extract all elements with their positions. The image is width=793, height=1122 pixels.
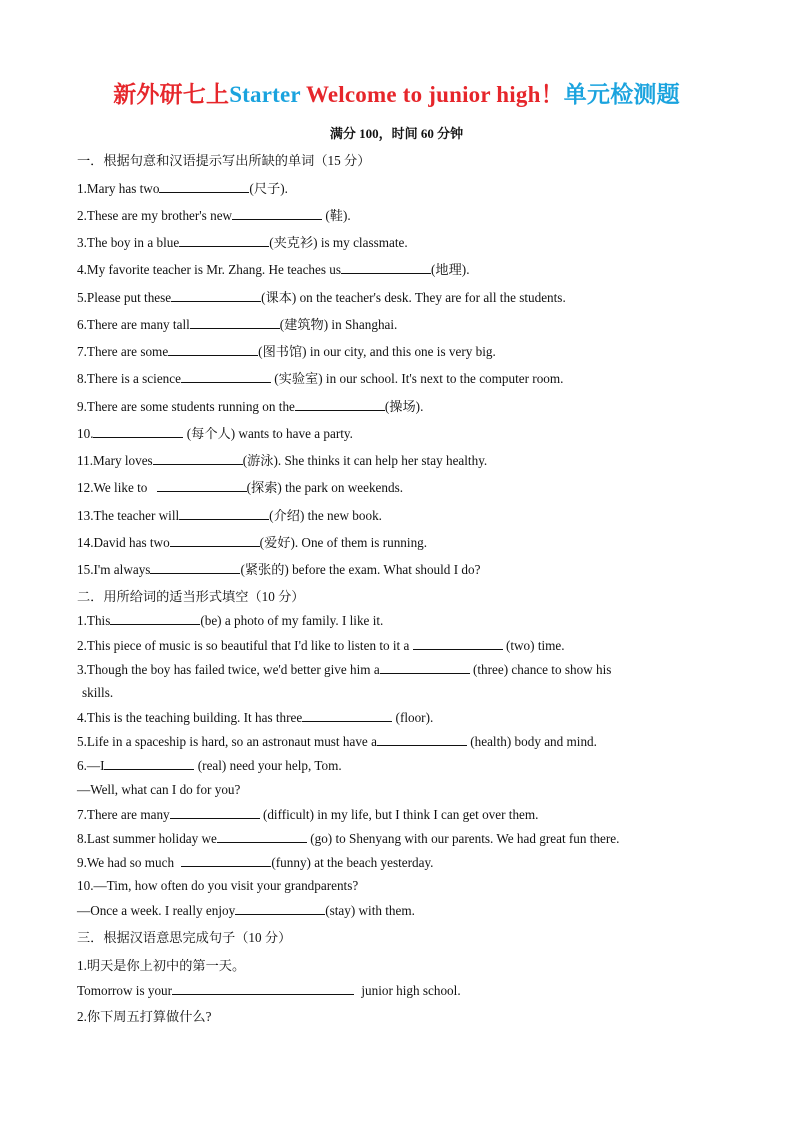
question-item: 5.Please put these (课本) on the teacher's desk. They are for all the students. bbox=[77, 290, 566, 305]
dialogue-line: —Well, what can I do for you? bbox=[77, 782, 241, 797]
answer-blank[interactable] bbox=[232, 207, 322, 220]
answer-blank[interactable] bbox=[172, 982, 354, 995]
chinese-prompt: 1.明天是你上初中的第一天。 bbox=[77, 958, 246, 973]
question-item: 3.Though the boy has failed twice, we'd better give him a (three) chance to show his bbox=[77, 662, 612, 677]
answer-blank[interactable] bbox=[181, 854, 271, 867]
answer-blank[interactable] bbox=[179, 234, 269, 247]
section-2-heading: 二．用所给词的适当形式填空（10 分） bbox=[77, 589, 305, 604]
question-item: —Once a week. I really enjoy (stay) with them. bbox=[77, 903, 415, 918]
question-item: 14.David has two (爱好). One of them is running. bbox=[77, 535, 428, 550]
answer-blank[interactable] bbox=[110, 612, 200, 625]
answer-blank[interactable] bbox=[413, 637, 503, 650]
question-item: 2.These are my brother's new (鞋). bbox=[77, 208, 351, 223]
chinese-prompt: 2.你下周五打算做什么? bbox=[77, 1009, 212, 1024]
question-item: 12.We like to (探索) the park on weekends. bbox=[77, 480, 404, 495]
answer-blank[interactable] bbox=[302, 709, 392, 722]
answer-blank[interactable] bbox=[380, 661, 470, 674]
question-item: 1.This (be) a photo of my family. I like it. bbox=[77, 613, 384, 628]
answer-blank[interactable] bbox=[159, 180, 249, 193]
title-part-4: 单元检测题 bbox=[563, 82, 680, 107]
section-1-heading: 一．根据句意和汉语提示写出所缺的单词（15 分） bbox=[77, 153, 371, 168]
title-part-2: Starter bbox=[229, 82, 301, 107]
question-item: 15.I'm always (紧张的) before the exam. What should I do? bbox=[77, 562, 481, 577]
title-part-3: Welcome to junior high！ bbox=[305, 82, 564, 107]
question-item: 8.Last summer holiday we (go) to Shenyang with our parents. We had great fun there. bbox=[77, 831, 620, 846]
answer-blank[interactable] bbox=[170, 806, 260, 819]
title-part-1: 新外研七上 bbox=[113, 82, 230, 107]
answer-blank[interactable] bbox=[377, 733, 467, 746]
question-item: 8.There is a science (实验室) in our school. It's next to the computer room. bbox=[77, 371, 564, 386]
answer-blank[interactable] bbox=[157, 479, 247, 492]
answer-blank[interactable] bbox=[170, 534, 260, 547]
answer-blank[interactable] bbox=[235, 902, 325, 915]
page-title bbox=[0, 76, 793, 109]
answer-blank[interactable] bbox=[341, 261, 431, 274]
answer-blank[interactable] bbox=[295, 398, 385, 411]
answer-blank[interactable] bbox=[150, 561, 240, 574]
answer-blank[interactable] bbox=[168, 343, 258, 356]
question-item: 6.There are many tall (建筑物) in Shanghai. bbox=[77, 317, 398, 332]
answer-blank[interactable] bbox=[93, 425, 183, 438]
question-item: 4.This is the teaching building. It has three (floor). bbox=[77, 710, 434, 725]
answer-blank[interactable] bbox=[171, 289, 261, 302]
answer-blank[interactable] bbox=[104, 757, 194, 770]
answer-blank[interactable] bbox=[181, 370, 271, 383]
question-item: 5.Life in a spaceship is hard, so an astronaut must have a (health) body and mind. bbox=[77, 734, 597, 749]
question-item: 2.This piece of music is so beautiful that I'd like to listen to it a (two) time. bbox=[77, 638, 565, 653]
question-item: 6.—I (real) need your help, Tom. bbox=[77, 758, 342, 773]
question-item: 7.There are many (difficult) in my life, but I think I can get over them. bbox=[77, 807, 539, 822]
question-item: 11.Mary loves (游泳). She thinks it can help her stay healthy. bbox=[77, 453, 488, 468]
question-item: 13.The teacher will (介绍) the new book. bbox=[77, 508, 382, 523]
question-item: 3.The boy in a blue (夹克衫) is my classmate. bbox=[77, 235, 408, 250]
answer-blank[interactable] bbox=[217, 830, 307, 843]
question-item: 9.We had so much (funny) at the beach yesterday. bbox=[77, 855, 434, 870]
question-item: 7.There are some (图书馆) in our city, and this one is very big. bbox=[77, 344, 496, 359]
question-item: 4.My favorite teacher is Mr. Zhang. He teaches us (地理). bbox=[77, 262, 470, 277]
question-item: 1.Mary has two (尺子). bbox=[77, 181, 288, 196]
answer-blank[interactable] bbox=[153, 452, 243, 465]
answer-blank[interactable] bbox=[190, 316, 280, 329]
question-item: 10. (每个人) wants to have a party. bbox=[77, 426, 353, 441]
dialogue-line: 10.—Tim, how often do you visit your grandparents? bbox=[77, 878, 359, 893]
question-item-continued: skills. bbox=[82, 685, 114, 700]
question-item: 9.There are some students running on the (操场). bbox=[77, 399, 424, 414]
answer-blank[interactable] bbox=[179, 507, 269, 520]
section-3-heading: 三．根据汉语意思完成句子（10 分） bbox=[77, 930, 292, 945]
question-item: Tomorrow is your junior high school. bbox=[77, 983, 461, 998]
score-time-info: 满分 100，时间 60 分钟 bbox=[329, 126, 464, 141]
